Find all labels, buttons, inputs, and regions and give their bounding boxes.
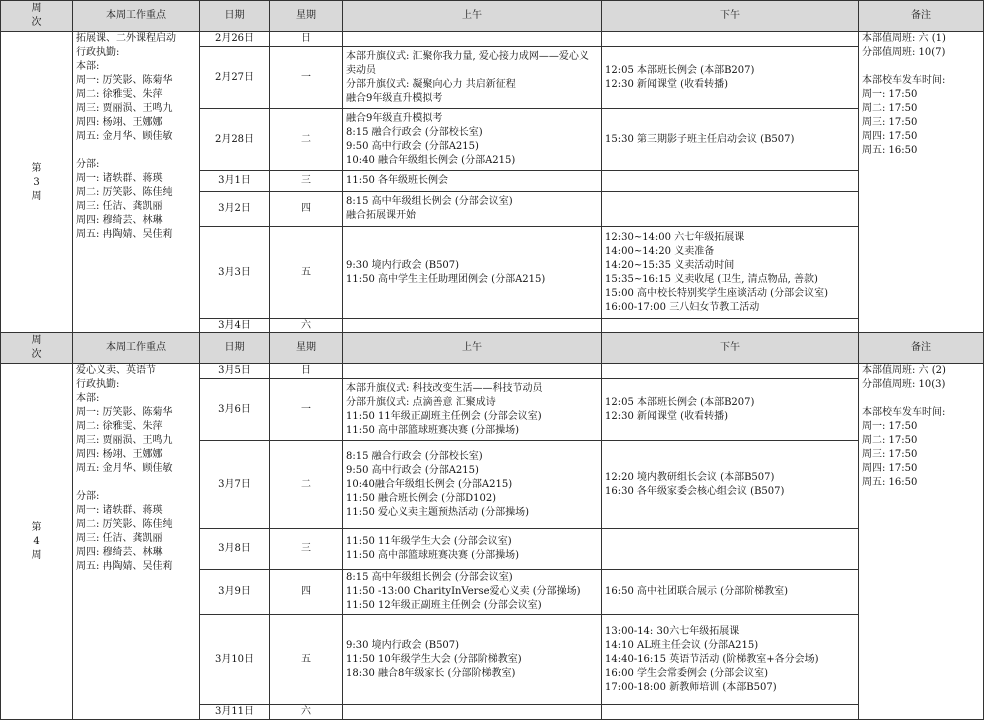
day-date: 3月9日 [200,570,270,615]
day-weekday: 四 [270,192,343,227]
day-date: 3月5日 [200,364,270,379]
day-date: 3月1日 [200,171,270,192]
header-row [1,333,984,364]
day-morning: 11:50 各年级班长例会 [343,171,602,192]
header-afternoon: 下午 [602,333,859,364]
day-weekday: 三 [270,171,343,192]
day-date: 3月7日 [200,441,270,529]
day-date: 3月10日 [200,615,270,705]
day-afternoon: 12:05 本部班长例会 (本部B207) 12:30 新闻课堂 (收看转播) [602,47,859,109]
day-date: 3月8日 [200,529,270,570]
day-afternoon: 15:30 第三期影子班主任启动会议 (B507) [602,109,859,171]
day-afternoon: 12:20 境内教研组长会议 (本部B507) 16:30 各年级家委会核心组会议 (B507) [602,441,859,529]
day-weekday: 一 [270,47,343,109]
day-afternoon: 12:05 本部班长例会 (本部B207) 12:30 新闻课堂 (收看转播) [602,379,859,441]
header-morning: 上午 [343,1,602,32]
day-morning: 9:30 境内行政会 (B507) 11:50 10年级学生大会 (分部阶梯教室) 18:30 融合8年级家长 (分部阶梯教室) [343,615,602,705]
day-afternoon: 13:00-14: 30六七年级拓展课 14:10 AL班主任会议 (分部A215) 14:40-16:15 英语节活动 (阶梯教室+各分会场) 16:00 学生会常委例会 (分部会议室) 17:00-18:00 新教师培训 (本部B507) [602,615,859,705]
day-weekday: 三 [270,529,343,570]
day-date: 2月27日 [200,47,270,109]
day-morning: 8:15 高中年级组长例会 (分部会议室) 11:50 -13:00 CharityInVerse爱心义卖 (分部操场) 11:50 12年级正副班主任例会 (分部会议室) [343,570,602,615]
week-focus: 爱心义卖、英语节 行政执勤: 本部: 周一: 厉笑影、陈菊华 周二: 徐雅雯、朱萍 周三: 贾丽涢、王鸣九 周四: 杨翊、王娜娜 周五: 金月华、顾佳敏 分部: 周一: 诸轶群、蒋瑛 周二: 厉笑影、陈佳纯 周三: 任洁、龚凯丽 周四: 穆绮芸、林琳 周五: 冉陶婧、吴佳莉 [73,364,200,720]
day-afternoon: 16:50 高中社团联合展示 (分部阶梯教室) [602,570,859,615]
week-4-table [0,332,984,720]
day-afternoon [602,32,859,47]
day-morning: 8:15 融合行政会 (分部校长室) 9:50 高中行政会 (分部A215) 10:40融合年级组长例会 (分部A215) 11:50 融合班长例会 (分部D102) 11:50 爱心义卖主题预热活动 (分部操场) [343,441,602,529]
header-notes: 备注 [859,333,984,364]
header-notes: 备注 [859,1,984,32]
day-morning [343,32,602,47]
day-morning: 本部升旗仪式: 汇聚你我力量, 爱心接力成网——爱心义卖动员 分部升旗仪式: 凝聚向心力 共启新征程 融合9年级直升模拟考 [343,47,602,109]
day-weekday: 五 [270,615,343,705]
day-afternoon [602,529,859,570]
day-weekday: 五 [270,227,343,319]
header-week: 周 次 [1,1,73,32]
day-date: 3月3日 [200,227,270,319]
week-3-table [0,0,984,334]
week-label: 第 4 周 [1,364,73,720]
header-afternoon: 下午 [602,1,859,32]
day-weekday: 日 [270,32,343,47]
day-date: 3月11日 [200,705,270,720]
header-weekday: 星期 [270,333,343,364]
table-row [1,364,984,379]
header-week: 周 次 [1,333,73,364]
week-label: 第 3 周 [1,32,73,334]
day-afternoon [602,192,859,227]
day-weekday: 六 [270,319,343,334]
header-focus: 本周工作重点 [73,1,200,32]
day-date: 2月28日 [200,109,270,171]
day-morning: 9:30 境内行政会 (B507) 11:50 高中学生主任助理团例会 (分部A215) [343,227,602,319]
header-morning: 上午 [343,333,602,364]
day-date: 2月26日 [200,32,270,47]
day-afternoon [602,705,859,720]
day-afternoon [602,364,859,379]
day-morning: 本部升旗仪式: 科技改变生活——科技节动员 分部升旗仪式: 点滴善意 汇聚成诗 11:50 11年级正副班主任例会 (分部会议室) 11:50 高中部篮球班赛决赛 (分部操场) [343,379,602,441]
day-afternoon [602,171,859,192]
day-morning [343,705,602,720]
day-weekday: 六 [270,705,343,720]
header-date: 日期 [200,1,270,32]
day-morning: 11:50 11年级学生大会 (分部会议室) 11:50 高中部篮球班赛决赛 (分部操场) [343,529,602,570]
week-notes: 本部值周班: 六 (1) 分部值周班: 10(7) 本部校车发车时间: 周一: 17:50 周二: 17:50 周三: 17:50 周四: 17:50 周五: 16:50 [859,32,984,334]
day-weekday: 日 [270,364,343,379]
day-weekday: 二 [270,109,343,171]
day-date: 3月4日 [200,319,270,334]
header-date: 日期 [200,333,270,364]
header-focus: 本周工作重点 [73,333,200,364]
header-weekday: 星期 [270,1,343,32]
day-afternoon: 12:30~14:00 六七年级拓展课 14:00~14:20 义卖准备 14:20~15:35 义卖活动时间 15:35~16:15 义卖收尾 (卫生, 清点物品, 善款) 15:00 高中校长特别奖学生座谈活动 (分部会议室) 16:00-17:00 三八妇女节教工活动 [602,227,859,319]
day-morning [343,364,602,379]
day-morning: 融合9年级直升模拟考 8:15 融合行政会 (分部校长室) 9:50 高中行政会 (分部A215) 10:40 融合年级组长例会 (分部A215) [343,109,602,171]
day-weekday: 一 [270,379,343,441]
day-weekday: 四 [270,570,343,615]
day-weekday: 二 [270,441,343,529]
day-date: 3月6日 [200,379,270,441]
week-notes: 本部值周班: 六 (2) 分部值周班: 10(3) 本部校车发车时间: 周一: 17:50 周二: 17:50 周三: 17:50 周四: 17:50 周五: 16:50 [859,364,984,720]
day-morning: 8:15 高中年级组长例会 (分部会议室) 融合拓展课开始 [343,192,602,227]
table-row [1,32,984,47]
day-date: 3月2日 [200,192,270,227]
header-row [1,1,984,32]
week-focus: 拓展课、二外课程启动 行政执勤: 本部: 周一: 厉笑影、陈菊华 周二: 徐雅雯、朱萍 周三: 贾丽涢、王鸣九 周四: 杨翊、王娜娜 周五: 金月华、顾佳敏 分部: 周一: 诸轶群、蒋瑛 周二: 厉笑影、陈佳纯 周三: 任洁、龚凯丽 周四: 穆绮芸、林琳 周五: 冉陶婧、吴佳莉 [73,32,200,334]
